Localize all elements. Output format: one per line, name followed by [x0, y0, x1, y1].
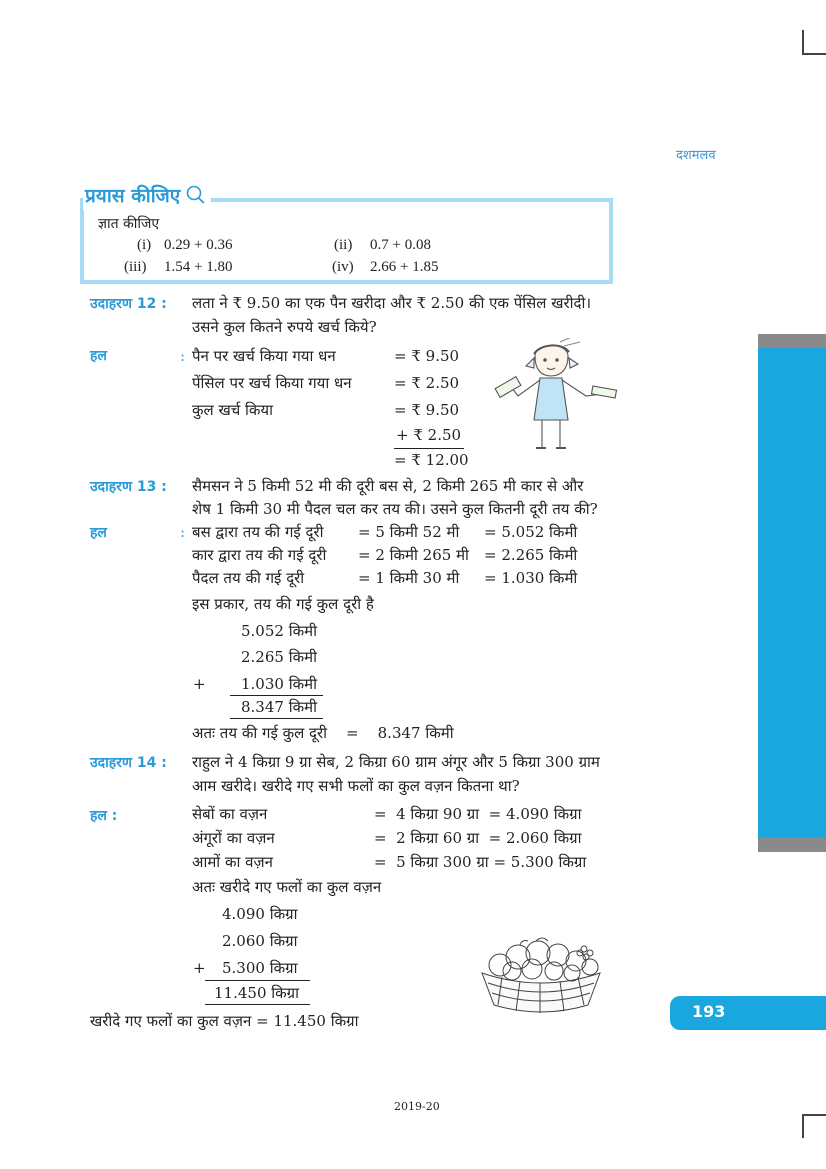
fruit-basket-illustration: [476, 935, 606, 1015]
girl-illustration: [490, 338, 620, 458]
ex13-row-text: कार द्वारा तय की गई दूरी: [192, 546, 327, 564]
ex12-row-val: = ₹ 2.50: [394, 374, 460, 392]
example-12-label: उदाहरण 12 :: [90, 296, 167, 312]
ex14-row-val: = 4 किग्रा 90 ग्रा = 4.090 किग्रा: [374, 805, 582, 823]
ex14-intro: अतः खरीदे गए फलों का कुल वज़न: [192, 878, 382, 896]
ex12-row-val: = ₹ 9.50: [394, 347, 460, 365]
ex13-row-val: = 1.030 किमी: [484, 569, 578, 587]
ex14-final: खरीदे गए फलों का कुल वज़न = 11.450 किग्रा: [90, 1012, 359, 1030]
page-number-badge: [670, 996, 826, 1030]
ex13-result: 8.347 किमी: [241, 698, 317, 716]
try-item-n: (iv): [332, 259, 354, 275]
ex14-row-text: आमों का वज़न: [192, 853, 273, 871]
ex13-row-mid: = 2 किमी 265 मी: [358, 546, 469, 564]
ex14-sum-line: 2.060 किग्रा: [222, 932, 298, 950]
ex14-rule-top: [205, 980, 310, 981]
ex14-plus: +: [193, 959, 206, 977]
footer-year: 2019-20: [394, 1100, 440, 1113]
crop-mark-top: [802, 30, 804, 54]
chapter-title: दशमलव: [676, 148, 716, 163]
crop-mark-bottom-v: [802, 1114, 804, 1138]
ex13-row-mid: = 1 किमी 30 मी: [358, 569, 460, 587]
ex13-row-text: पैदल तय की गई दूरी: [192, 569, 305, 587]
example-12-question: लता ने ₹ 9.50 का एक पैन खरीदा और ₹ 2.50 की एक पेंसिल खरीदी।: [192, 294, 592, 312]
example-12-question: उसने कुल कितने रुपये खर्च किये?: [192, 318, 377, 336]
solution-label: हल: [90, 348, 107, 364]
solution-colon: :: [180, 347, 186, 365]
ex13-row-text: बस द्वारा तय की गई दूरी: [192, 523, 324, 541]
ex13-sum-line: 1.030 किमी: [241, 675, 317, 693]
example-13-question: शेष 1 किमी 30 मी पैदल चल कर तय की। उसने कुल कितनी दूरी तय की?: [192, 500, 598, 518]
try-item-n: (iii): [124, 259, 147, 275]
try-item-expr: 2.66 + 1.85: [370, 259, 439, 275]
ex14-row-val: = 5 किग्रा 300 ग्रा = 5.300 किग्रा: [374, 853, 587, 871]
ex12-row-text: पेंसिल पर खर्च किया गया धन: [192, 374, 352, 392]
ex12-row-val: = ₹ 9.50: [394, 401, 460, 419]
example-14-label: उदाहरण 14 :: [90, 755, 167, 771]
ex13-row-mid: = 5 किमी 52 मी: [358, 523, 460, 541]
try-item-n: (ii): [334, 237, 353, 253]
try-item-expr: 0.29 + 0.36: [164, 237, 233, 253]
try-box-title-wrap: [83, 182, 211, 210]
crop-mark-top-h: [802, 53, 826, 55]
ex13-intro: इस प्रकार, तय की गई कुल दूरी है: [192, 595, 374, 613]
magnifier-icon: [185, 184, 207, 206]
ex14-rule-bottom: [205, 1004, 310, 1005]
page-number: 193: [692, 1002, 726, 1021]
solution-label: हल: [90, 525, 107, 541]
try-item-expr: 0.7 + 0.08: [370, 237, 431, 253]
ex12-row-text: कुल खर्च किया: [192, 401, 274, 419]
ex14-row-text: अंगूरों का वज़न: [192, 829, 275, 847]
side-band-gray-bottom: [758, 838, 826, 852]
example-13-question: सैमसन ने 5 किमी 52 मी की दूरी बस से, 2 किमी 265 मी कार से और: [192, 477, 584, 495]
ex13-sum-line: 2.265 किमी: [241, 648, 317, 666]
example-14-question: आम खरीदे। खरीदे गए सभी फलों का कुल वज़न कितना था?: [192, 777, 520, 795]
side-band-gray-top: [758, 334, 826, 348]
ex12-row-text: पैन पर खर्च किया गया धन: [192, 347, 336, 365]
ex13-final-val: = 8.347 किमी: [346, 724, 454, 742]
solution-label: हल :: [90, 808, 118, 824]
ex13-sum-line: 5.052 किमी: [241, 622, 317, 640]
try-item-expr: 1.54 + 1.80: [164, 259, 233, 275]
ex14-result: 11.450 किग्रा: [214, 984, 300, 1002]
solution-colon: :: [180, 523, 186, 541]
ex13-row-val: = 2.265 किमी: [484, 546, 578, 564]
side-band-blue: [758, 348, 826, 838]
ex14-sum-line: 5.300 किग्रा: [222, 959, 298, 977]
crop-mark-bottom: [802, 1114, 826, 1116]
ex14-row-val: = 2 किग्रा 60 ग्रा = 2.060 किग्रा: [374, 829, 582, 847]
example-14-question: राहुल ने 4 किग्रा 9 ग्रा सेब, 2 किग्रा 60 ग्राम अंगूर और 5 किग्रा 300 ग्राम: [192, 753, 600, 771]
try-box-title: प्रयास कीजिए: [85, 185, 181, 207]
ex12-plus: + ₹ 2.50: [396, 426, 462, 444]
try-item-n: (i): [137, 237, 152, 253]
ex14-sum-line: 4.090 किग्रा: [222, 905, 298, 923]
ex14-row-text: सेबों का वज़न: [192, 805, 268, 823]
ex13-rule-bottom: [230, 718, 323, 719]
ex12-total: = ₹ 12.00: [394, 451, 469, 469]
try-instruction: ज्ञात कीजिए: [98, 216, 160, 232]
ex13-plus: +: [193, 675, 206, 693]
ex13-row-val: = 5.052 किमी: [484, 523, 578, 541]
example-13-label: उदाहरण 13 :: [90, 479, 167, 495]
ex13-final-text: अतः तय की गई कुल दूरी: [192, 724, 328, 742]
